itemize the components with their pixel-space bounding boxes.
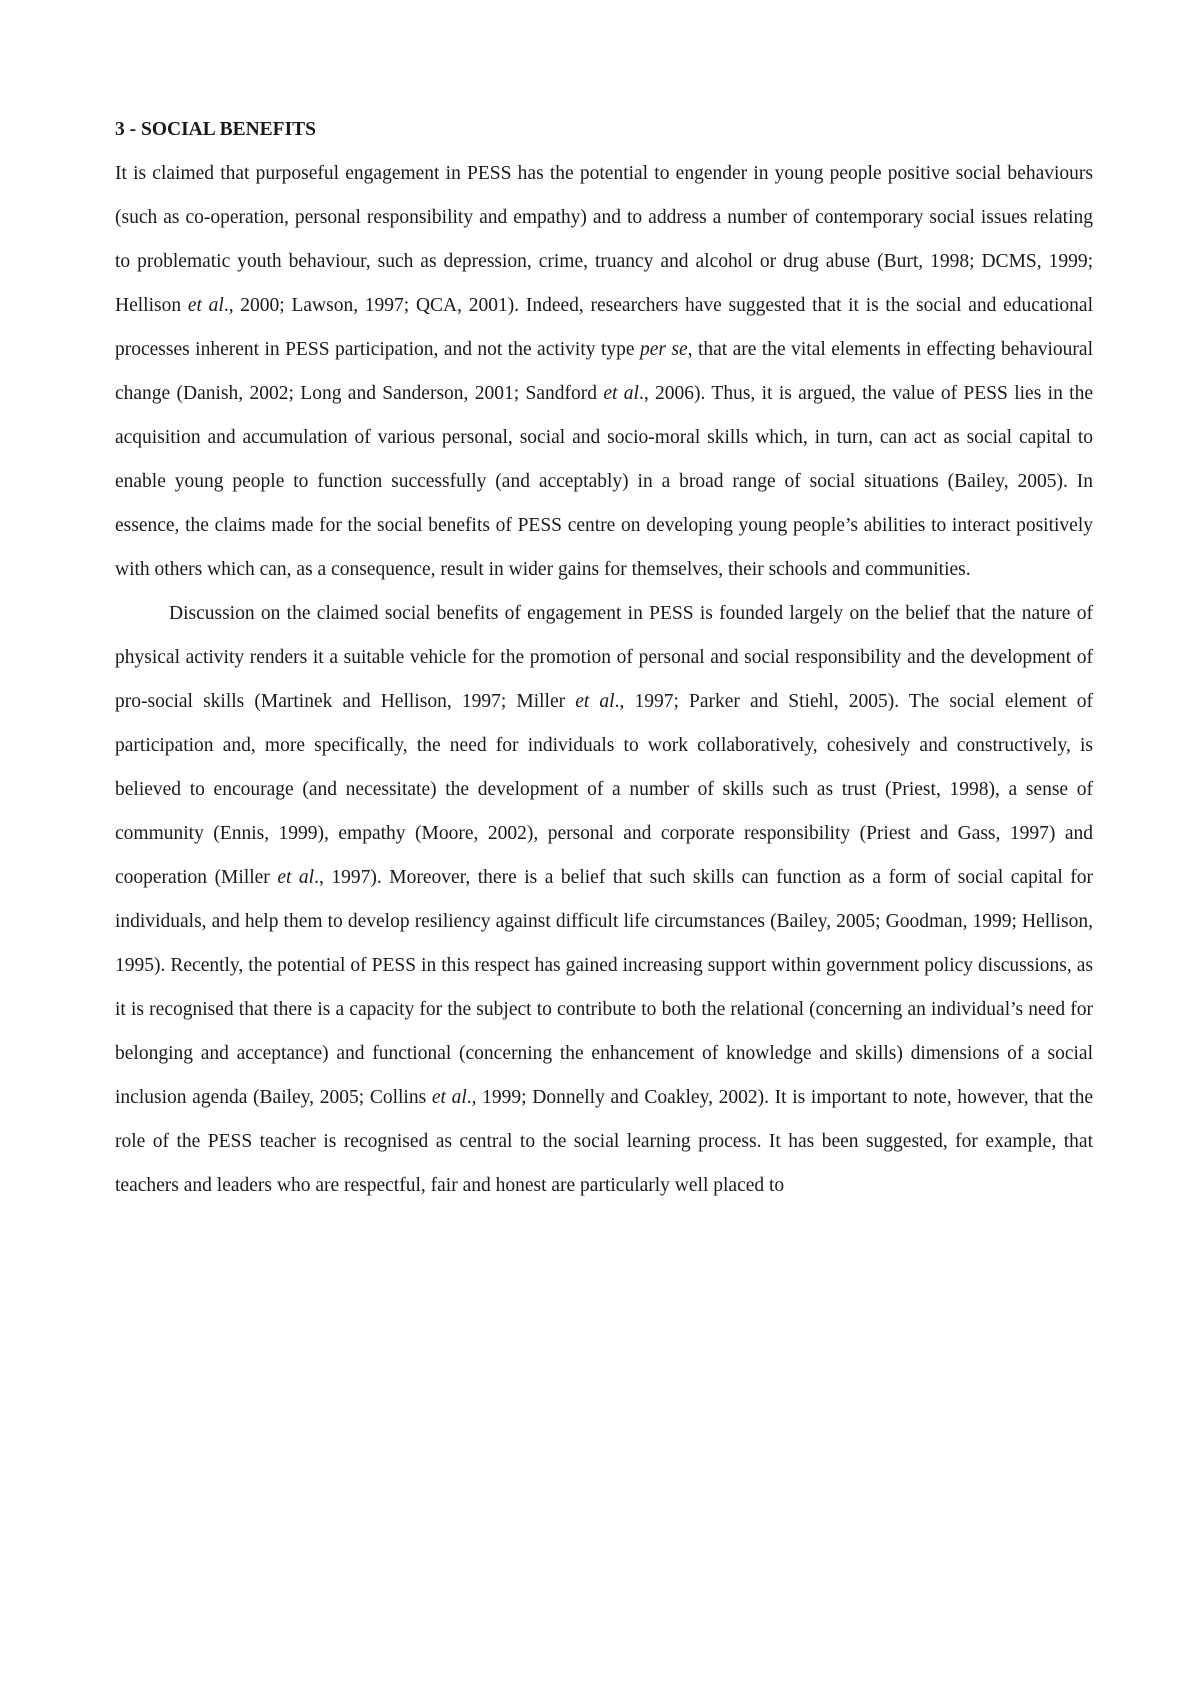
text-run: ., 1997). Moreover, there is a belief that such skills can function as a form of social capital for individuals, and help them to develop resiliency against difficult life circumstances (Bailey, 2005; Goodman, 1999; Hellison, 1995). Recently, the potential of PESS in this respect has gained increasing support within government policy discussions, as it is recognised that there is a capacity for the subject to contribute to both the relational (concerning an individual’s need for belonging and acceptance) and functional (concerning the enhancement of knowledge and skills) dimensions of a social inclusion agenda (Bailey, 2005; Collins [115,867,1093,1108]
italic-text: et al [603,383,639,404]
document-page [115,108,1093,1208]
italic-text: et al [431,1087,467,1108]
italic-text: et al [277,867,315,888]
text-run: It is claimed that purposeful engagement in PESS has the potential to engender in young people positive social behaviours (such as co-operation, personal responsibility and empathy) and to address a number of contemporary social issues relating to problematic youth behaviour, such as depression, crime, truancy and alcohol or drug abuse (Burt, 1998; DCMS, 1999; Hellison [115,163,1093,316]
text-run: ., 1999; Donnelly and Coakley, 2002). It is important to note, however, that the role of the PESS teacher is recognised as central to the social learning process. It has been suggested, for example, that teachers and leaders who are respectful, fair and honest are particularly well placed to [115,1087,1093,1196]
italic-text: et al [575,691,615,712]
text-run: , that are the vital elements in effecting behavioural change (Danish, 2002; Long and Sanderson, 2001; Sandford [115,339,1093,404]
text-run: ., 1997; Parker and Stiehl, 2005). The social element of participation and, more specifically, the need for individuals to work collaboratively, cohesively and constructively, is believed to encourage (and necessitate) the development of a number of skills such as trust (Priest, 1998), a sense of community (Ennis, 1999), empathy (Moore, 2002), personal and corporate responsibility (Priest and Gass, 1997) and cooperation (Miller [115,691,1094,888]
paragraph-2 [115,592,1093,1208]
section-heading: 3 - SOCIAL BENEFITS [115,119,317,140]
paragraph-1 [115,152,1093,592]
text-run: Discussion on the claimed social benefits of engagement in PESS is founded largely on the belief that the nature of physical activity renders it a suitable vehicle for the promotion of personal and social responsibility and the development of pro-social skills (Martinek and Hellison, 1997; Miller [115,603,1093,712]
text-run: ., 2000; Lawson, 1997; QCA, 2001). Indeed, researchers have suggested that it is the social and educational processes inherent in PESS participation, and not the activity type [115,295,1093,360]
text-run: ., 2006). Thus, it is argued, the value of PESS lies in the acquisition and accumulation of various personal, social and socio-moral skills which, in turn, can act as social capital to enable young people to function successfully (and acceptably) in a broad range of social situations (Bailey, 2005). In essence, the claims made for the social benefits of PESS centre on developing young people’s abilities to interact positively with others which can, as a consequence, result in wider gains for themselves, their schools and communities. [115,383,1093,580]
italic-text: et al [187,295,224,316]
body-text [115,152,1093,1208]
italic-text: per se [639,339,688,360]
